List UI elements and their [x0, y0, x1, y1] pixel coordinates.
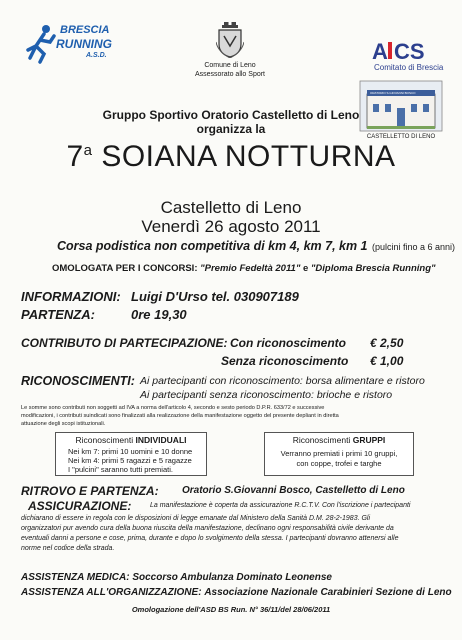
- individuali-title-prefix: Riconoscimenti: [75, 435, 134, 445]
- comune-assessorato: Assessorato allo Sport: [194, 71, 266, 78]
- assistenza-medica-label: ASSISTENZA MEDICA:: [21, 572, 130, 583]
- box-riconoscimenti-gruppi: [264, 432, 414, 476]
- oratorio-caption: CASTELLETTO DI LENO: [366, 134, 436, 140]
- assistenza-medica-value: Soccorso Ambulanza Dominato Leonense: [132, 572, 332, 583]
- assicurazione-body: [21, 514, 446, 554]
- ritrovo-value: Oratorio S.Giovanni Bosco, Castelletto di Leno: [182, 485, 405, 496]
- con-riconoscimento-value: € 2,50: [370, 336, 404, 350]
- assistenza-organizzazione: [21, 587, 452, 598]
- church-building-icon: [359, 80, 443, 132]
- comune-leno-logo: [190, 22, 270, 84]
- brescia-running-line3: A.S.D.: [86, 52, 107, 59]
- svg-text:A: A: [372, 39, 388, 62]
- diploma-brescia-running: "Diploma Brescia Running": [310, 263, 436, 274]
- event-title: [0, 140, 462, 174]
- coat-of-arms-icon: [216, 22, 244, 58]
- ritrovo-label: RITROVO E PARTENZA:: [21, 484, 159, 498]
- organizer: Gruppo Sportivo Oratorio Castelletto di Leno: [102, 108, 360, 122]
- assistenza-medica: [21, 572, 332, 583]
- individuali-line: Nei km 7: primi 10 uomini e 10 donne: [68, 447, 193, 456]
- race-note: (pulcini fino a 6 anni): [371, 242, 456, 252]
- gruppi-title: [265, 435, 413, 445]
- partenza-label: PARTENZA:: [21, 307, 95, 322]
- individuali-line: I "pulcini" saranno tutti premiati.: [68, 465, 173, 474]
- organizza-label: organizza la: [196, 122, 266, 136]
- oratorio-sign: ORATORIO S.GIOVANNI BOSCO: [370, 91, 416, 95]
- brescia-running-logo: [24, 22, 119, 68]
- assistenza-org-label: ASSISTENZA ALL'ORGANIZZAZIONE:: [21, 587, 202, 598]
- runner-icon: [24, 24, 58, 64]
- senza-riconoscimento-value: € 1,00: [370, 354, 404, 368]
- comune-name: Comune di Leno: [204, 62, 256, 69]
- gruppi-line: Verranno premiati i primi 10 gruppi,: [280, 449, 398, 458]
- individuali-title-bold: INDIVIDUALI: [135, 435, 187, 445]
- gruppi-title-prefix: Riconoscimenti: [292, 435, 351, 445]
- assicurazione-line: eventuali danni a persone e cose, prima, durante e dopo lo svolgimento della stessa. I partecipanti dovranno attenersi alle: [21, 535, 399, 542]
- omologata-line: [52, 263, 436, 274]
- contributo-label: CONTRIBUTO DI PARTECIPAZIONE:: [21, 336, 228, 350]
- riconoscimenti-line1: Ai partecipanti con riconoscimento: borsa alimentare e ristoro: [140, 375, 425, 387]
- individuali-line: Nei km 4: primi 5 ragazzi e 5 ragazze: [68, 456, 192, 465]
- informazioni-value: Luigi D'Urso tel. 030907189: [131, 289, 299, 304]
- aics-wordmark-icon: [372, 38, 432, 62]
- premio-fedelta: "Premio Fedeltà 2011": [200, 263, 301, 274]
- race-distances: Corsa podistica non competitiva di km 4, km 7, km 1: [57, 239, 368, 253]
- omologazione-footer: Omologazione dell'ASD BS Run. N° 36/11/del 28/06/2011: [131, 605, 331, 614]
- omologata-label: OMOLOGATA PER I CONCORSI:: [52, 263, 198, 274]
- brescia-running-line1: BRESCIA: [60, 24, 110, 36]
- edition-sup: a: [83, 142, 93, 159]
- assicurazione-line: organizzatori pur avendo cura della buona riuscita della manifestazione, declinano ogni responsabilità civile derivante da: [21, 525, 394, 532]
- assicurazione-line: norme nel codice della strada.: [21, 545, 115, 552]
- event-name: SOIANA NOTTURNA: [101, 140, 396, 173]
- con-riconoscimento-label: Con riconoscimento: [230, 336, 347, 350]
- brescia-running-line2: RUNNING: [56, 37, 112, 51]
- oratorio-picture: [359, 80, 443, 144]
- assicurazione-line: dichiarano di essere in regola con le disposizioni di legge emanate dal Ministero della Sanità D.M. 28-2-1983. Gli: [21, 515, 371, 522]
- event-location: Castelletto di Leno: [160, 198, 302, 217]
- riconoscimenti-label: RICONOSCIMENTI:: [21, 374, 135, 388]
- aics-committee: Comitato di Brescia: [374, 63, 444, 72]
- fine-print-line: modificazioni, i contributi suindicati sono finalizzati alla realizzazione della manifestazione oggetto del presente depliant in diretta: [21, 413, 339, 419]
- race-description: [57, 237, 455, 255]
- fine-print-line: attuazione degli scopi istituzionali.: [21, 421, 106, 427]
- omologata-and: e: [302, 263, 309, 274]
- edition-number: 7: [66, 140, 84, 173]
- fine-print: [21, 404, 441, 428]
- individuali-title: [56, 435, 206, 445]
- gruppi-line: con coppe, trofei e targhe: [296, 459, 382, 468]
- gruppi-title-bold: GRUPPI: [352, 435, 386, 445]
- assistenza-org-value: Associazione Nazionale Carabinieri Sezione di Leno: [204, 587, 452, 598]
- riconoscimenti-line2: Ai partecipanti senza riconoscimento: brioche e ristoro: [140, 389, 393, 401]
- box-riconoscimenti-individuali: [55, 432, 207, 476]
- senza-riconoscimento-label: Senza riconoscimento: [221, 354, 349, 368]
- event-date: Venerdì 26 agosto 2011: [141, 217, 321, 236]
- svg-text:CS: CS: [394, 39, 425, 62]
- assicurazione-label: ASSICURAZIONE:: [28, 499, 132, 513]
- informazioni-label: INFORMAZIONI:: [21, 289, 121, 304]
- assicurazione-line: La manifestazione è coperta da assicurazione R.C.T.V. Con l'iscrizione i partecipanti: [150, 502, 411, 509]
- aics-logo: [366, 38, 446, 74]
- partenza-value: 0re 19,30: [131, 307, 187, 322]
- fine-print-line: Le somme sono contributi non soggetti ad IVA a norma dell'articolo 4, secondo e sesto periodo D.P.R. 633/72 e successive: [21, 405, 325, 411]
